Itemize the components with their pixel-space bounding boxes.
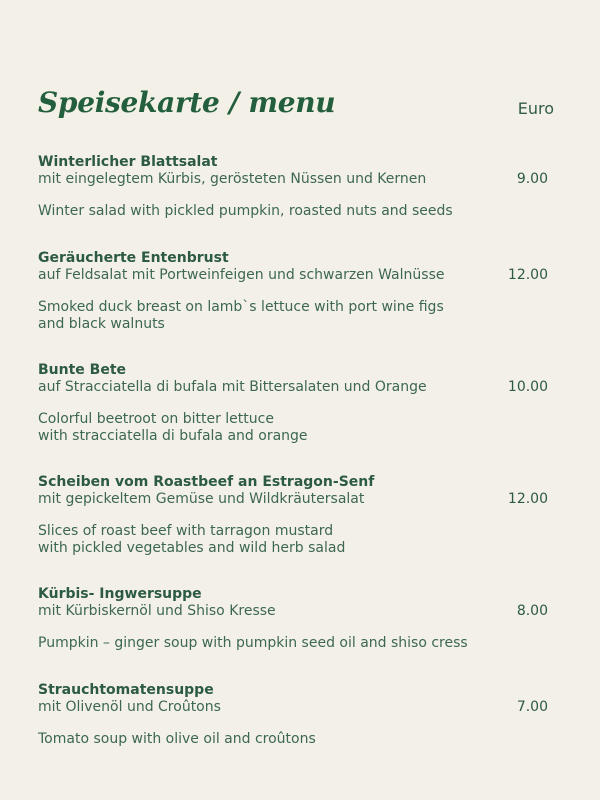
menu-item-description-en-line: Pumpkin – ginger soup with pumpkin seed oil and shiso cress	[38, 635, 468, 651]
menu-item-price: 12.00	[507, 491, 548, 507]
menu-item-description-en-line: Colorful beetroot on bitter lettuce	[38, 411, 274, 427]
menu-item-description-de: mit Olivenöl und Croûtons	[38, 699, 221, 715]
menu-item-description-en-line: Tomato soup with olive oil and croûtons	[38, 731, 316, 747]
menu-item-name: Winterlicher Blattsalat	[38, 154, 218, 170]
menu-item-description-de: auf Stracciatella di bufala mit Bittersalaten und Orange	[38, 379, 427, 395]
menu-item-description-en	[38, 411, 508, 445]
menu-item-price: 7.00	[516, 699, 548, 715]
menu-item-description-en-line: Slices of roast beef with tarragon mustard	[38, 523, 334, 539]
menu-item-description-de: mit eingelegtem Kürbis, gerösteten Nüssen und Kernen	[38, 171, 427, 187]
menu-item-description-de: mit gepickeltem Gemüse und Wildkräutersalat	[38, 491, 365, 507]
menu-item-price: 10.00	[507, 379, 548, 395]
menu-item-price: 8.00	[516, 603, 548, 619]
menu-item-description-en-line: with stracciatella di bufala and orange	[38, 428, 308, 444]
menu-item-name: Geräucherte Entenbrust	[38, 250, 229, 266]
menu-item-description-en	[38, 635, 508, 652]
menu-item-description-en-line: and black walnuts	[38, 316, 165, 332]
menu-item-description-en-line: Smoked duck breast on lamb`s lettuce with port wine figs	[38, 299, 444, 315]
currency-label: Euro	[517, 99, 554, 118]
menu-item-description-de: auf Feldsalat mit Portweinfeigen und schwarzen Walnüsse	[38, 267, 445, 283]
menu-item-description-en	[38, 203, 508, 220]
menu-item-description-en	[38, 523, 508, 557]
menu-item-description-en-line: with pickled vegetables and wild herb salad	[38, 540, 346, 556]
menu-item-name: Strauchtomatensuppe	[38, 682, 214, 698]
menu-item-name: Bunte Bete	[38, 362, 127, 378]
menu-header	[38, 86, 558, 126]
menu-item-description-en	[38, 299, 508, 333]
menu-item-name: Scheiben vom Roastbeef an Estragon-Senf	[38, 474, 375, 490]
menu-item-description-de: mit Kürbiskernöl und Shiso Kresse	[38, 603, 276, 619]
menu-item-description-en-line: Winter salad with pickled pumpkin, roasted nuts and seeds	[38, 203, 453, 219]
menu-item-name: Kürbis- Ingwersuppe	[38, 586, 202, 602]
menu-item-description-en	[38, 731, 508, 748]
menu-item-price: 9.00	[516, 171, 548, 187]
page-title: Speisekarte / menu	[38, 86, 336, 119]
menu-item-price: 12.00	[507, 267, 548, 283]
